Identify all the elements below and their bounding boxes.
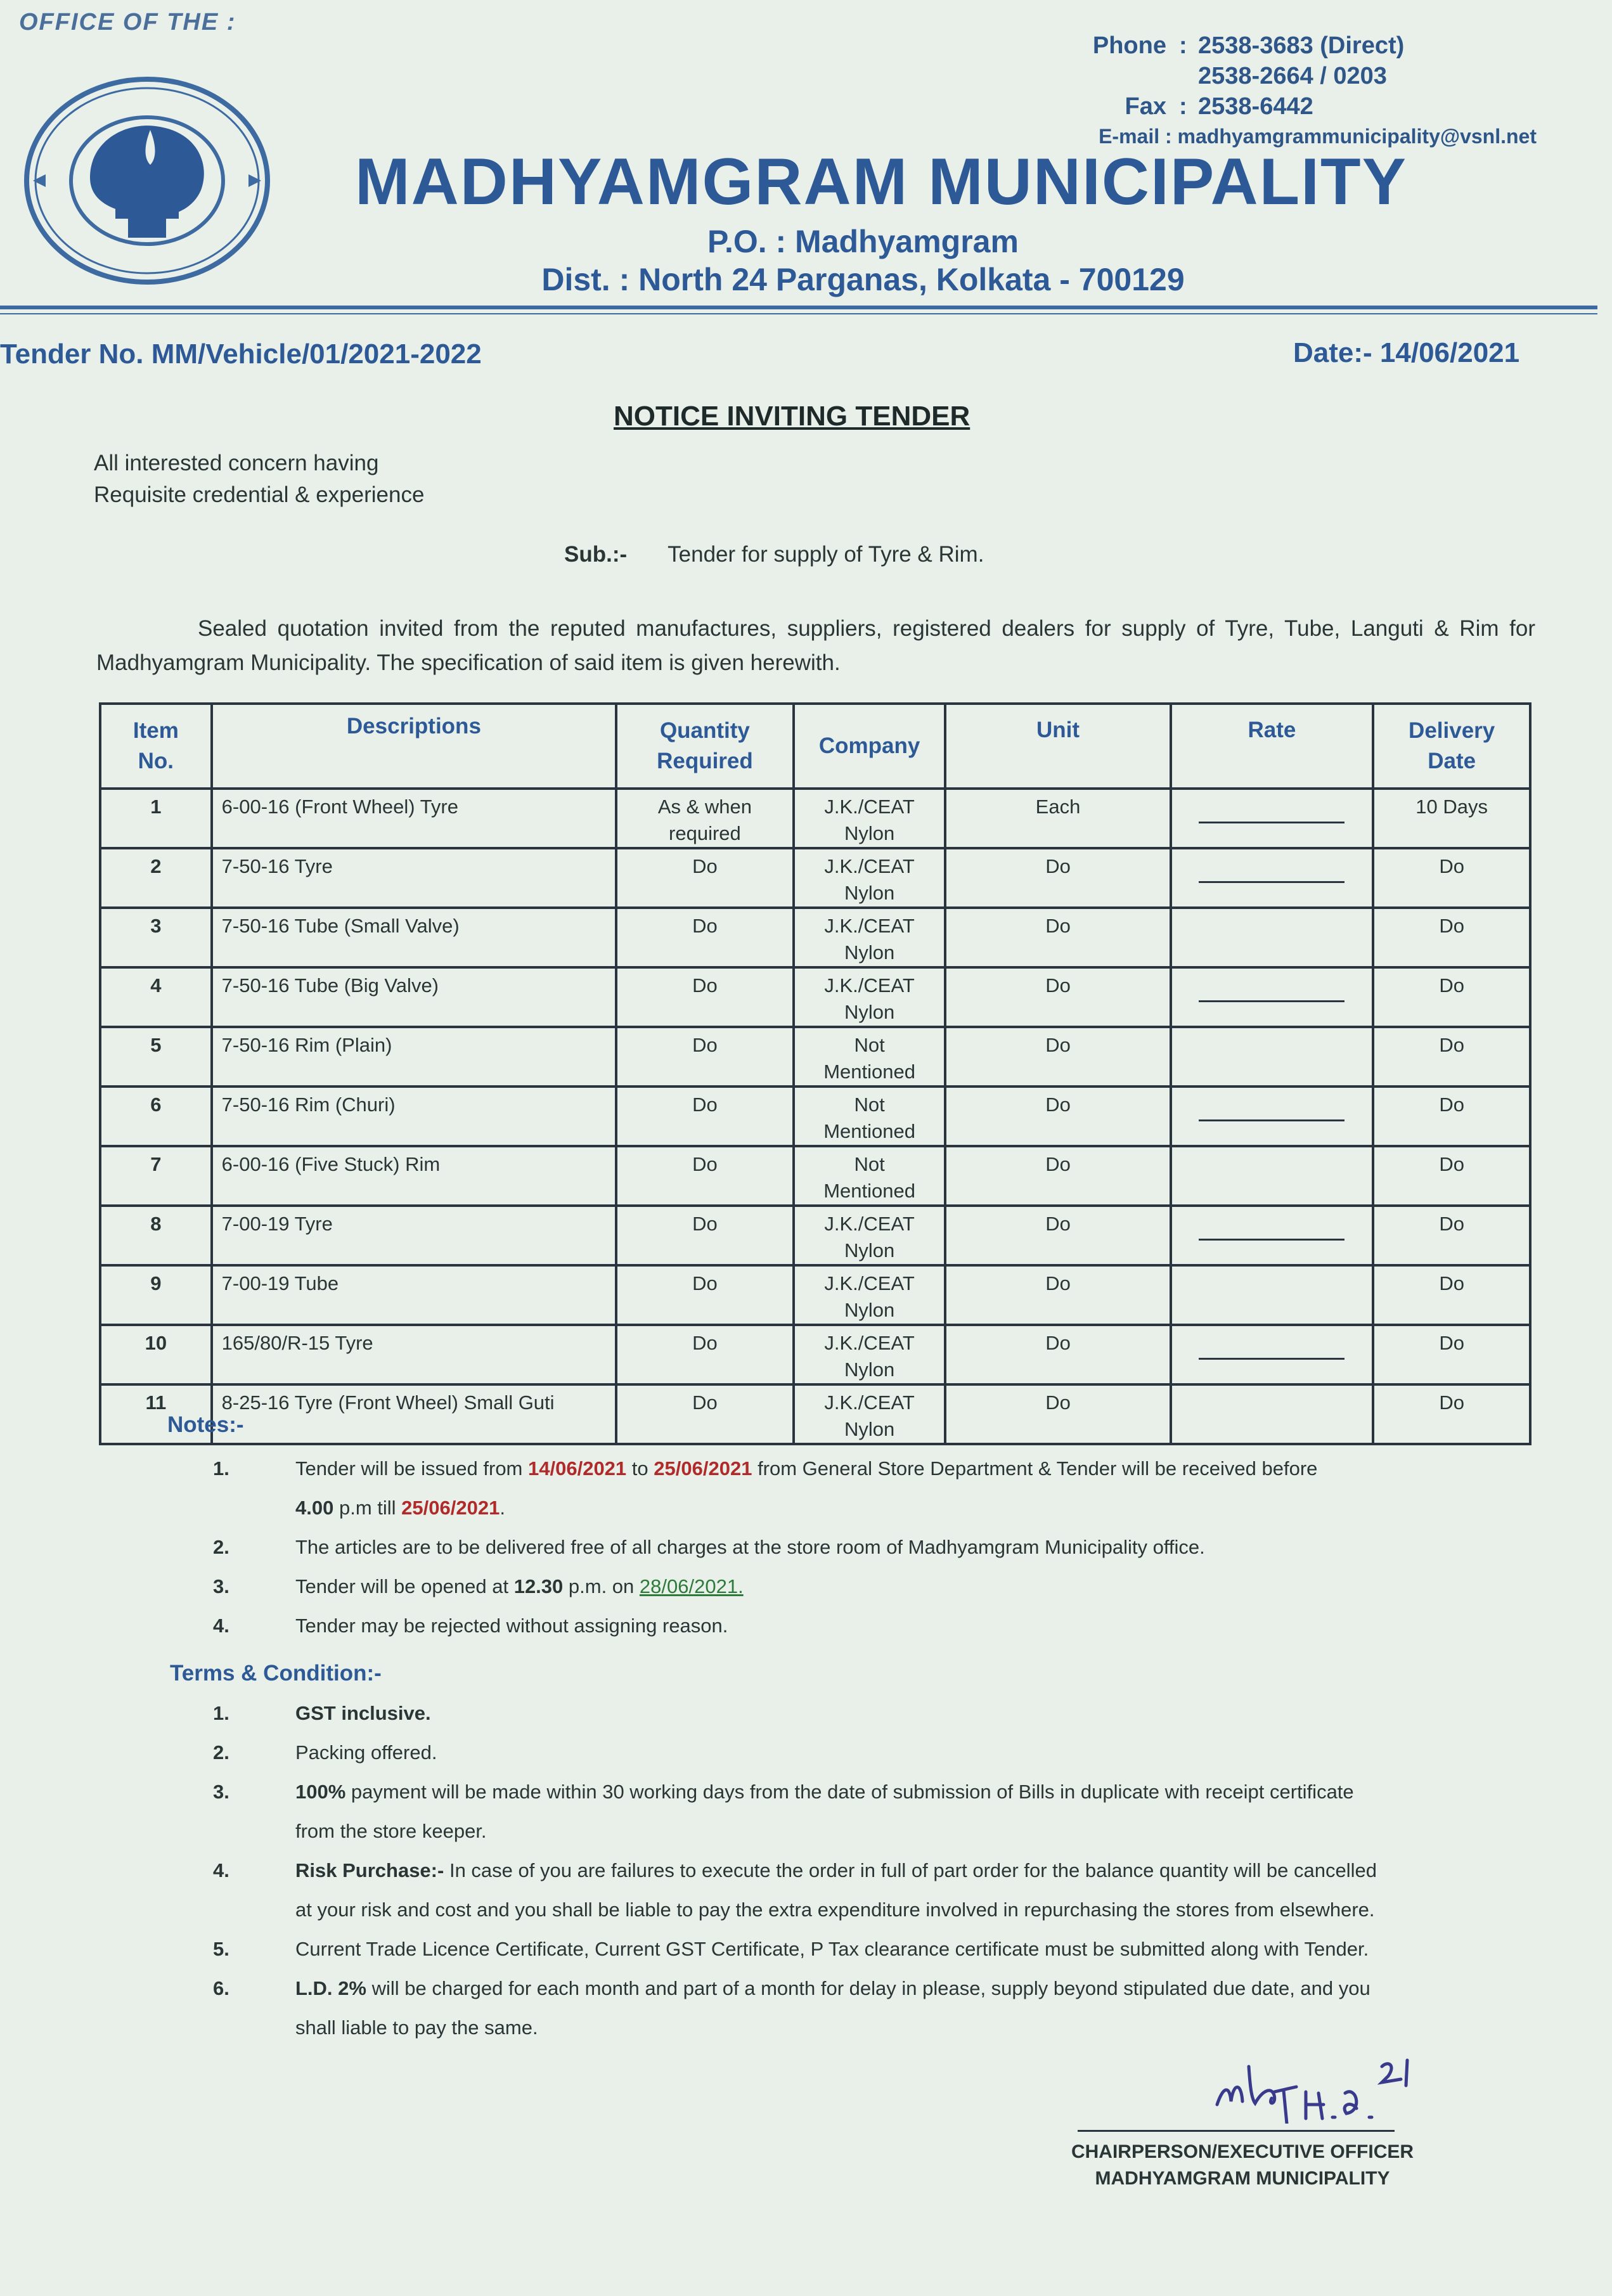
cell-item-no: 4 <box>100 967 212 1027</box>
table-row <box>100 848 1530 908</box>
cell-description: 7-50-16 Tube (Small Valve) <box>212 908 616 967</box>
list-item: 1. GST inclusive. <box>213 1702 431 1724</box>
cell-delivery: Do <box>1373 1027 1530 1087</box>
cell-description: 7-00-19 Tube <box>212 1265 616 1325</box>
cell-unit: Each <box>945 789 1170 848</box>
cell-rate[interactable] <box>1171 789 1374 848</box>
cell-rate[interactable] <box>1171 1265 1374 1325</box>
table-row <box>100 1265 1530 1325</box>
items-table <box>99 702 1531 1445</box>
cell-unit: Do <box>945 1087 1170 1146</box>
cell-description: 6-00-16 (Five Stuck) Rim <box>212 1146 616 1206</box>
list-item: 1. Tender will be issued from 14/06/2021 to 25/06/2021 from General Store Department & Tender will be received before 4.00 p.m till 25/06/2021. <box>213 1457 1318 1519</box>
list-item: 5. Current Trade Licence Certificate, Current GST Certificate, P Tax clearance certificate must be submitted along with Tender. <box>213 1938 1369 1960</box>
cell-rate[interactable] <box>1171 908 1374 967</box>
cell-unit: Do <box>945 1265 1170 1325</box>
cell-description: 7-00-19 Tyre <box>212 1206 616 1265</box>
cell-quantity: Do <box>616 1206 794 1265</box>
header-quantity: Quantity Required <box>616 704 794 789</box>
list-item: 2. Packing offered. <box>213 1741 437 1764</box>
cell-unit: Do <box>945 1325 1170 1384</box>
cell-quantity: Do <box>616 848 794 908</box>
handwritten-signature <box>1211 2048 1439 2124</box>
cell-company: Not Mentioned <box>794 1146 946 1206</box>
header-descriptions: Descriptions <box>212 704 616 789</box>
cell-unit: Do <box>945 1384 1170 1444</box>
header-rate: Rate <box>1171 704 1374 789</box>
header-unit: Unit <box>945 704 1170 789</box>
addressee-line-1: All interested concern having <box>94 451 379 475</box>
list-item: 2. The articles are to be delivered free of all charges at the store room of Madhyamgram Municipality office. <box>213 1536 1205 1558</box>
cell-company: J.K./CEAT Nylon <box>794 848 946 908</box>
list-item: 4. Tender may be rejected without assigning reason. <box>213 1615 728 1637</box>
header-divider-thin <box>0 313 1597 314</box>
table-row <box>100 1206 1530 1265</box>
municipality-name: MADHYAMGRAM MUNICIPALITY <box>355 145 1407 219</box>
post-office: P.O. : Madhyamgram <box>707 224 1019 259</box>
signature-line <box>1078 2130 1395 2132</box>
cell-delivery: Do <box>1373 1087 1530 1146</box>
cell-delivery: Do <box>1373 908 1530 967</box>
cell-item-no: 6 <box>100 1087 212 1146</box>
cell-item-no: 8 <box>100 1206 212 1265</box>
cell-quantity: Do <box>616 1146 794 1206</box>
cell-rate[interactable] <box>1171 848 1374 908</box>
district-address: Dist. : North 24 Parganas, Kolkata - 700129 <box>541 262 1185 297</box>
tender-number: Tender No. MM/Vehicle/01/2021-2022 <box>0 339 482 370</box>
terms-title: Terms & Condition:- <box>170 1661 382 1686</box>
signatory-designation <box>1040 2139 1445 2192</box>
cell-description: 7-50-16 Tube (Big Valve) <box>212 967 616 1027</box>
cell-company: J.K./CEAT Nylon <box>794 1206 946 1265</box>
cell-description: 7-50-16 Rim (Churi) <box>212 1087 616 1146</box>
cell-company: J.K./CEAT Nylon <box>794 1265 946 1325</box>
cell-delivery: Do <box>1373 848 1530 908</box>
cell-rate[interactable] <box>1171 967 1374 1027</box>
table-row <box>100 1325 1530 1384</box>
cell-quantity: Do <box>616 1325 794 1384</box>
addressee <box>94 448 424 511</box>
cell-delivery: Do <box>1373 1384 1530 1444</box>
cell-unit: Do <box>945 848 1170 908</box>
cell-company: J.K./CEAT Nylon <box>794 967 946 1027</box>
notes-title: Notes:- <box>167 1412 244 1437</box>
cell-quantity: Do <box>616 908 794 967</box>
cell-description: 6-00-16 (Front Wheel) Tyre <box>212 789 616 848</box>
cell-rate[interactable] <box>1171 1146 1374 1206</box>
cell-rate[interactable] <box>1171 1384 1374 1444</box>
list-item: 4. Risk Purchase:- In case of you are failures to execute the order in full of part order for the balance quantity will be cancelled at your risk and cost and you shall be liable to pay the extra expenditure involved in repurchasing the stores from elsewhere. <box>213 1859 1377 1921</box>
table-row <box>100 1087 1530 1146</box>
cell-item-no: 1 <box>100 789 212 848</box>
rate-blank-line <box>1199 1358 1344 1360</box>
contact-block: Phone : 2538-3683 (Direct) 2538-2664 / 0203 Fax : 2538-6442 E-mail : madhyamgrammunicipality@vsnl.net <box>1021 30 1591 150</box>
office-label: OFFICE OF THE : <box>19 9 236 35</box>
cell-description: 7-50-16 Rim (Plain) <box>212 1027 616 1087</box>
cell-quantity: Do <box>616 1087 794 1146</box>
cell-unit: Do <box>945 1206 1170 1265</box>
cell-company: Not Mentioned <box>794 1087 946 1146</box>
phone-label: Phone <box>1092 32 1166 59</box>
fax-value: 2538-6442 <box>1198 93 1313 120</box>
cell-description: 7-50-16 Tyre <box>212 848 616 908</box>
tender-date: Date:- 14/06/2021 <box>1293 337 1520 368</box>
cell-item-no: 3 <box>100 908 212 967</box>
cell-rate[interactable] <box>1171 1206 1374 1265</box>
subject-text: Tender for supply of Tyre & Rim. <box>667 542 984 567</box>
rate-blank-line <box>1199 1000 1344 1002</box>
designation-line-2: MADHYAMGRAM MUNICIPALITY <box>1095 2168 1390 2189</box>
fax-label: Fax <box>1125 93 1166 120</box>
cell-rate[interactable] <box>1171 1027 1374 1087</box>
notes-list <box>213 1449 1433 1646</box>
table-row <box>100 1146 1530 1206</box>
list-item: 3. Tender will be opened at 12.30 p.m. on 28/06/2021. <box>213 1575 744 1597</box>
header-divider <box>0 306 1597 309</box>
table-row <box>100 1027 1530 1087</box>
notice-heading: NOTICE INVITING TENDER <box>614 401 970 432</box>
cell-item-no: 11 <box>100 1384 212 1444</box>
cell-company: J.K./CEAT Nylon <box>794 908 946 967</box>
cell-quantity: As & when required <box>616 789 794 848</box>
cell-item-no: 5 <box>100 1027 212 1087</box>
addressee-line-2: Requisite credential & experience <box>94 482 425 507</box>
cell-quantity: Do <box>616 967 794 1027</box>
table-row <box>100 1384 1530 1444</box>
cell-unit: Do <box>945 1146 1170 1206</box>
subject-label: Sub.:- <box>564 542 628 567</box>
intro-paragraph: Sealed quotation invited from the reputed manufactures, suppliers, registered dealers for supply of Tyre, Tube, Languti & Rim for Madhyamgram Municipality. The specification of said item is given herewith. <box>96 616 1535 675</box>
cell-quantity: Do <box>616 1265 794 1325</box>
cell-company: J.K./CEAT Nylon <box>794 789 946 848</box>
rate-blank-line <box>1199 822 1344 823</box>
subject-line <box>564 542 984 567</box>
cell-delivery: Do <box>1373 1146 1530 1206</box>
cell-item-no: 10 <box>100 1325 212 1384</box>
cell-delivery: 10 Days <box>1373 789 1530 848</box>
cell-delivery: Do <box>1373 1325 1530 1384</box>
designation-line-1: CHAIRPERSON/EXECUTIVE OFFICER <box>1071 2141 1414 2162</box>
cell-unit: Do <box>945 908 1170 967</box>
table-row <box>100 789 1530 848</box>
list-item: 6. L.D. 2% will be charged for each month and part of a month for delay in please, supply beyond stipulated due date, and you shall liable to pay the same. <box>213 1977 1370 2039</box>
cell-rate[interactable] <box>1171 1325 1374 1384</box>
cell-company: J.K./CEAT Nylon <box>794 1384 946 1444</box>
cell-item-no: 2 <box>100 848 212 908</box>
rate-blank-line <box>1199 881 1344 883</box>
terms-list <box>213 1694 1433 2048</box>
cell-company: J.K./CEAT Nylon <box>794 1325 946 1384</box>
cell-delivery: Do <box>1373 1265 1530 1325</box>
cell-item-no: 9 <box>100 1265 212 1325</box>
cell-delivery: Do <box>1373 967 1530 1027</box>
phone-direct: 2538-3683 (Direct) <box>1198 32 1405 59</box>
cell-company: Not Mentioned <box>794 1027 946 1087</box>
cell-delivery: Do <box>1373 1206 1530 1265</box>
header-item-no: Item No. <box>100 704 212 789</box>
cell-description: 8-25-16 Tyre (Front Wheel) Small Guti <box>212 1384 616 1444</box>
table-row <box>100 967 1530 1027</box>
header-delivery: Delivery Date <box>1373 704 1530 789</box>
cell-unit: Do <box>945 1027 1170 1087</box>
list-item: 3. 100% payment will be made within 30 working days from the date of submission of Bills in duplicate with receipt certificate from the store keeper. <box>213 1781 1354 1842</box>
table-header-row <box>100 704 1530 789</box>
cell-description: 165/80/R-15 Tyre <box>212 1325 616 1384</box>
cell-quantity: Do <box>616 1384 794 1444</box>
cell-rate[interactable] <box>1171 1087 1374 1146</box>
email-address: E-mail : madhyamgrammunicipality@vsnl.net <box>1099 125 1537 148</box>
table-row <box>100 908 1530 967</box>
cell-quantity: Do <box>616 1027 794 1087</box>
rate-blank-line <box>1199 1119 1344 1121</box>
header-company: Company <box>794 704 946 789</box>
rate-blank-line <box>1199 1239 1344 1241</box>
phone-other: 2538-2664 / 0203 <box>1198 63 1387 89</box>
cell-unit: Do <box>945 967 1170 1027</box>
cell-item-no: 7 <box>100 1146 212 1206</box>
